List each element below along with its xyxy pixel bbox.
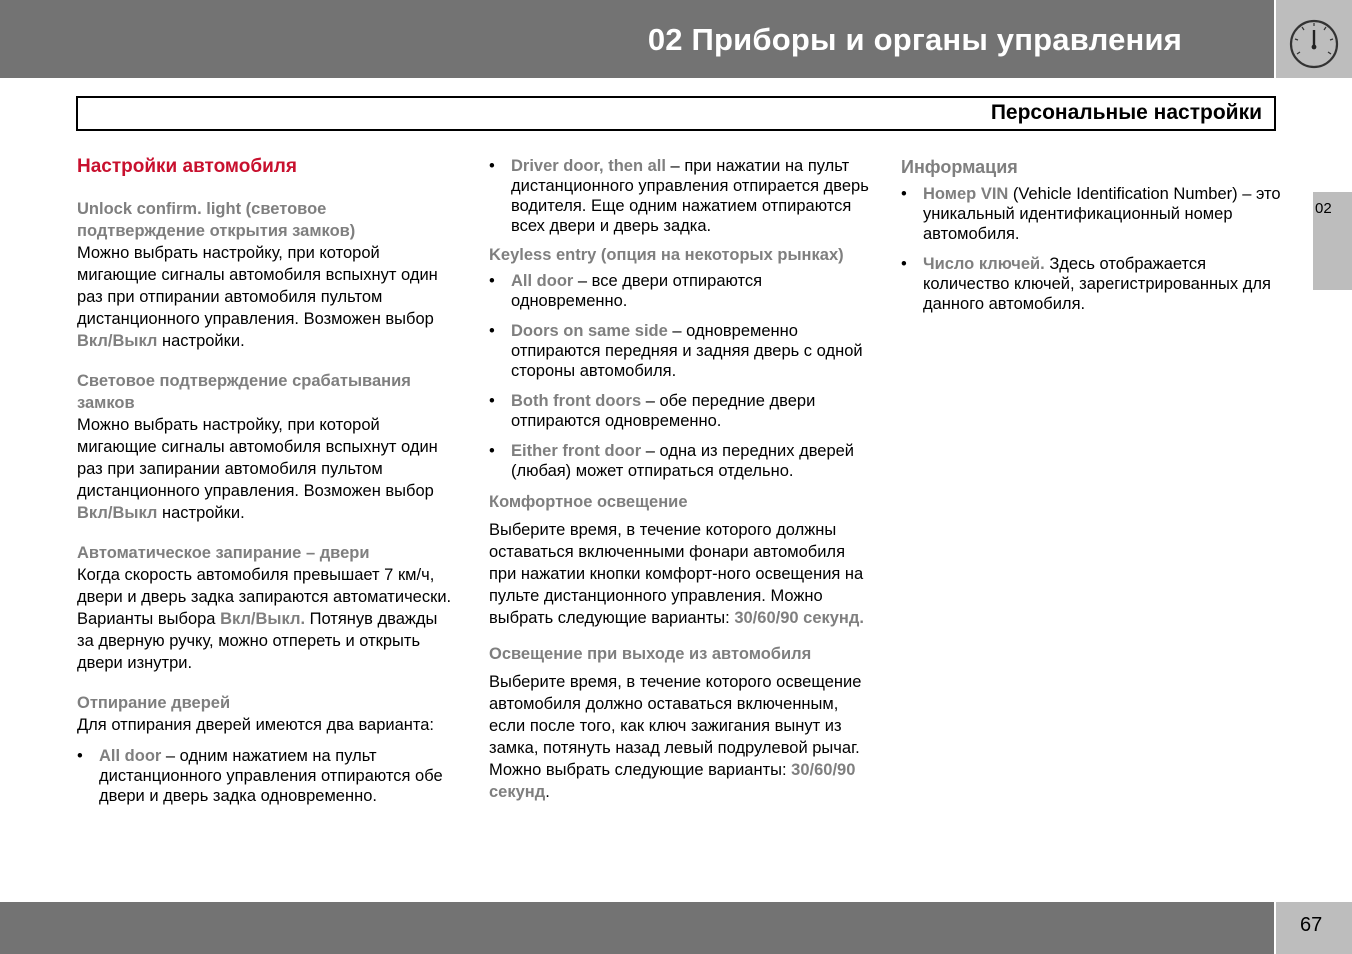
subheading-unlock-confirm: Unlock confirm. light (световое подтверждение открытия замков)	[77, 200, 356, 240]
paragraph-lock-confirm: Можно выбрать настройку, при которой мигающие сигналы автомобиля вспыхнут один раз при запирании автомобиля пультом дистанционного управления. Возможен выбор Вкл/Выкл настройки.	[77, 416, 438, 522]
chapter-title: 02 Приборы и органы управления	[647, 22, 1182, 57]
chapter-side-tab-label: 02	[1315, 200, 1332, 217]
option-seconds: 30/60/90 секунд	[489, 761, 856, 801]
option-on-off: Вкл/Выкл.	[220, 610, 306, 628]
door-unlock-list	[77, 746, 457, 806]
section-title: Персональные настройки	[990, 101, 1262, 124]
list-item: • All door – одним нажатием на пульт дистанционного управления отпираются обе двери и дверь задка одновременно.	[77, 746, 457, 806]
option-on-off: Вкл/Выкл	[77, 504, 158, 522]
subheading-keyless-entry: Keyless entry (опция на некоторых рынках)	[489, 246, 844, 264]
list-item: • Число ключей. Здесь отображается количество ключей, зарегистрированных для данного автомобиля.	[901, 254, 1281, 314]
paragraph-unlock-confirm: Можно выбрать настройку, при которой мигающие сигналы автомобиля вспыхнут один раз при отпирании автомобиля пультом дистанционного управления. Возможен выбор Вкл/Выкл настройки.	[77, 244, 438, 350]
paragraph-comfort-lighting: Выберите время, в течение которого должны оставаться включенными фонари автомобиля при нажатии кнопки комфорт-ного освещения на пульте дистанционного управления. Можно выбрать следующие варианты: 30/60/90 секунд.	[489, 521, 864, 627]
list-item: • All door – все двери отпираются одновременно.	[489, 271, 869, 311]
list-item: • Both front doors – обе передние двери отпираются одновременно.	[489, 391, 869, 431]
header-bar	[0, 0, 1274, 78]
column-2	[489, 156, 869, 803]
list-item: • Doors on same side – одновременно отпираются передняя и задняя дверь с одной стороны автомобиля.	[489, 321, 869, 381]
subheading-lock-confirm: Световое подтверждение срабатывания замков	[77, 372, 411, 412]
option-on-off: Вкл/Выкл	[77, 332, 158, 350]
section-title-box	[76, 96, 1276, 131]
column-3	[901, 156, 1281, 324]
list-item: • Driver door, then all – при нажатии на пульт дистанционного управления отпирается дверь водителя. Еще одним нажатием отпираются всех двери и дверь задка.	[489, 156, 869, 236]
option-seconds: 30/60/90 секунд.	[734, 609, 864, 627]
footer-bar	[0, 902, 1274, 954]
paragraph-auto-lock: Когда скорость автомобиля превышает 7 км/ч, двери и дверь задка запираются автоматически. Варианты выбора Вкл/Выкл. Потянув дважды за дверную ручку, можно отпереть и открыть двери изнутри.	[77, 566, 452, 672]
subheading-comfort-lighting: Комфортное освещение	[489, 493, 688, 511]
paragraph-exit-lighting: Выберите время, в течение которого освещение автомобиля должно оставаться включенным, если после того, как ключ зажигания вынут из замка, потянуть назад левый подрулевой рычаг. Можно выбрать следующие варианты: 30/60/90 секунд.	[489, 673, 862, 801]
page-number: 67	[1300, 914, 1323, 936]
paragraph-door-unlock: Для отпирания дверей имеются два варианта:	[77, 716, 435, 734]
door-unlock-list-cont	[489, 156, 869, 236]
chapter-side-tab	[1313, 192, 1352, 290]
column-1	[77, 156, 457, 816]
keyless-entry-list	[489, 271, 869, 481]
subheading-auto-lock: Автоматическое запирание – двери	[77, 544, 370, 562]
list-item: • Номер VIN (Vehicle Identification Number) – это уникальный идентификационный номер автомобиля.	[901, 184, 1281, 244]
section-heading-car-settings: Настройки автомобиля	[77, 156, 297, 177]
subheading-exit-lighting: Освещение при выходе из автомобиля	[489, 645, 812, 663]
speedometer-icon	[1286, 16, 1342, 72]
header-icon-box	[1276, 0, 1352, 78]
page-number-box	[1276, 902, 1352, 954]
list-item: • Either front door – одна из передних дверей (любая) может отпираться отдельно.	[489, 441, 869, 481]
subheading-door-unlock: Отпирание дверей	[77, 694, 231, 712]
information-list	[901, 184, 1281, 314]
subheading-information: Информация	[901, 157, 1018, 177]
